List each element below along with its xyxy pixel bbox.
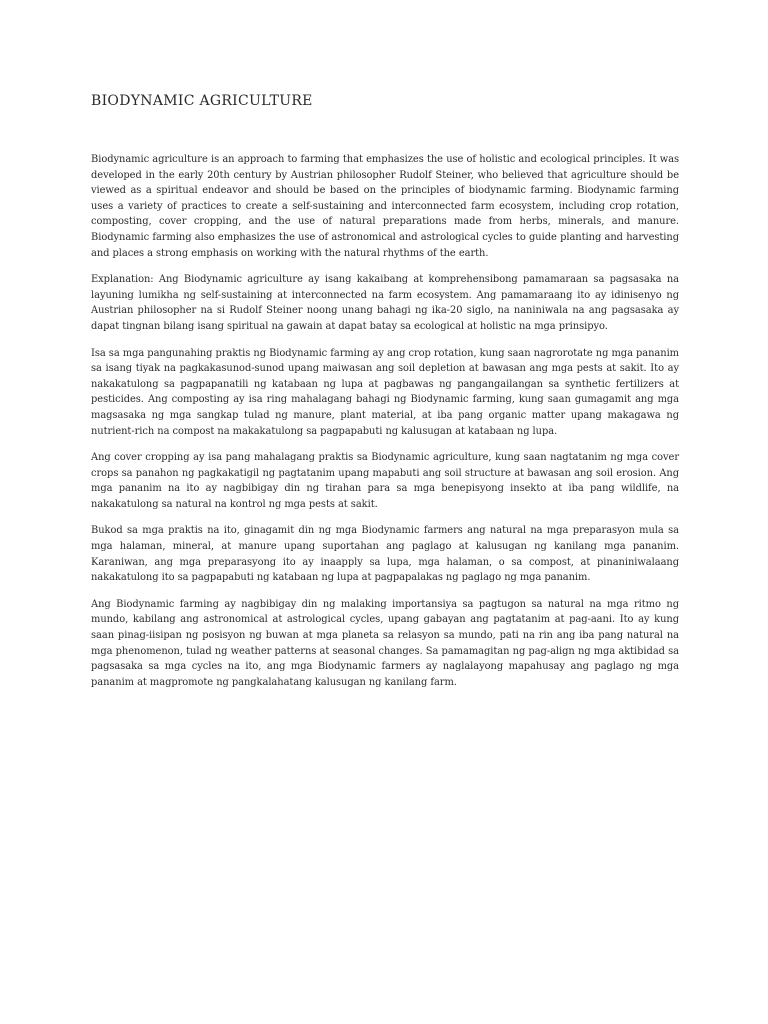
paragraph-intro: Biodynamic agriculture is an approach to farming that emphasizes the use of holistic and ecological principles. It was developed in the early 20th century by Austrian philosopher Rudolf Steiner, who believed that agriculture should be viewed as a spiritual endeavor and should be based on the principles of biodynamic farming. Biodynamic farming uses a variety of practices to create a self-sustaining and interconnected farm ecosystem, including crop rotation, composting, cover cropping, and the use of natural preparations made from herbs, minerals, and manure. Biodynamic farming also emphasizes the use of astronomical and astrological cycles to guide planting and harvesting and places a strong emphasis on working with the natural rhythms of the earth. bbox=[91, 154, 679, 259]
paragraph-cover-cropping: Ang cover cropping ay isa pang mahalagang praktis sa Biodynamic agriculture, kung saan nagtatanim ng mga cover crops sa panahon ng pagkakatigil ng pagtatanim upang mapabuti ang soil structure at bawasan ang soil erosion. Ang mga pananim na ito ay nagbibigay din ng tirahan para sa mga benepisyong insekto at iba pang wildlife, na nakakatulong sa natural na kontrol ng mga pests at sakit. bbox=[91, 452, 679, 510]
paragraph-cycles: Ang Biodynamic farming ay nagbibigay din ng malaking importansiya sa pagtugon sa natural na mga ritmo ng mundo, kabilang ang astronomical at astrological cycles, upang gabayan ang pagtatanim at pag-aani. Ito ay kung saan pinag-iisipan ng posisyon ng buwan at mga planeta sa relasyon sa mundo, pati na rin ang iba pang natural na mga phenomenon, tulad ng weather patterns at seasonal changes. Sa pamamagitan ng pag-align ng mga aktibidad sa pagsasaka sa mga cycles na ito, ang mga Biodynamic farmers ay naglalayong mapahusay ang paglago ng mga pananim at magpromote ng pangkalahatang kalusugan ng kanilang farm. bbox=[91, 598, 679, 688]
paragraph-preparations: Bukod sa mga praktis na ito, ginagamit din ng mga Biodynamic farmers ang natural na mga preparasyon mula sa mga halaman, mineral, at manure upang suportahan ang paglago at kalusugan ng kanilang mga pananim. Karaniwan, ang mga preparasyong ito ay inaapply sa lupa, mga halaman, o sa compost, at pinaniniwalaang nakakatulong ito sa pagpapabuti ng katabaan ng lupa at pagpapalakas ng paglago ng mga pananim. bbox=[91, 525, 679, 584]
document-title: BIODYNAMIC AGRICULTURE bbox=[91, 93, 313, 109]
document-body bbox=[91, 152, 679, 701]
paragraph-explanation: Explanation: Ang Biodynamic agriculture ay isang kakaibang at komprehensibong pamamaraan sa pagsasaka na layuning lumikha ng self-sustaining at interconnected na farm ecosystem. Ang pamamaraang ito ay idinisenyo ng Austrian philosopher na si Rudolf Steiner noong unang bahagi ng ika-20 siglo, na naniniwala na ang pagsasaka ay dapat tingnan bilang isang spiritual na gawain at dapat batay sa ecological at holistic na mga prinsipyo. bbox=[91, 274, 679, 332]
paragraph-crop-rotation: Isa sa mga pangunahing praktis ng Biodynamic farming ay ang crop rotation, kung saan nagrorotate ng mga pananim sa isang tiyak na pagkakasunod-sunod upang maiwasan ang soil depletion at bawasan ang mga pests at sakit. Ito ay nakakatulong sa pagpapanatili ng katabaan ng lupa at pagbawas ng pangangailangan sa synthetic fertilizers at pesticides. Ang composting ay isa ring mahalagang bahagi ng Biodynamic farming, kung saan gumagamit ang mga magsasaka ng mga sangkap tulad ng manure, plant material, at iba pang organic matter upang makagawa ng nutrient-rich na compost na makakatulong sa pagpapabuti ng kalusugan at katabaan ng lupa. bbox=[91, 347, 679, 437]
